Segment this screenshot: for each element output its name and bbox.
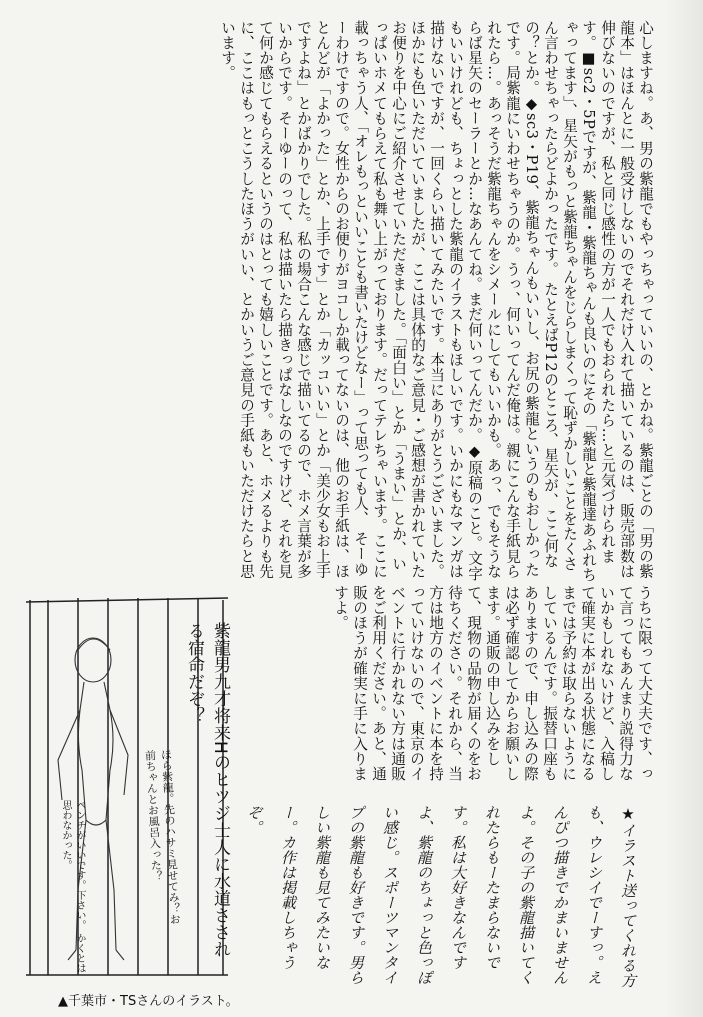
mail-order-notice-text: うちに限って大丈夫です、って言ってもあんまり説得力ないかもしれないけど、入稿して確実に本が出る状態になるまでは予約は取らないようにしているんです。振替口座もありますので、申し込みの際は必ず確認してからお願いします。通販の申し込みをして、現物の品物が届くのをお待ちください。それから、当方は地方のイベントに本を持っていけないので、東京のイベントに行かれない方は通販をご利用ください。あと、通販のほうが確実に手に入りますよ。 <box>332 585 653 782</box>
illustration-tail-note: ペンチがいいです。下さい。 かくとは思わなかった。 <box>60 800 85 974</box>
reader-illustration <box>18 590 238 980</box>
handwritten-notes: ★イラスト送ってくれる方も、ウレシイでーすっ。えんぴつ描きでかまいませんよ。その子の紫龍描いてくれたらもーたまらないです。私は大好きなんですよ、紫龍のちょっと色っぽい感じ。スポーツマンタイプの紫龍も好きです。男らしい紫龍も見てみたいなー。カ作は掲載しちゃうぞ。 <box>245 805 637 988</box>
illustration-small-text: ほら紫龍。先のハサミ見せてみ？お前ちゃんとお風呂入った？ <box>143 748 182 926</box>
illustration-heading-text: 紫龍男九才将来Hのヒツジ士人に水道さされる宿命だぞ？ <box>184 622 230 958</box>
illustration-caption: ▲千葉市・TSさんのイラスト。 <box>58 994 239 1009</box>
scan-edge-shadow <box>663 0 703 1017</box>
letter-column-text: 心しますね。あ、男の紫龍でもやっちゃっていいの、とかね。紫龍ごとの「男の紫龍本」はほんとに一般受けしないのでそれだけ入れて描いているのは、販売部数は伸びないのですが、私と同じ感性の方が一人でもおられたら…と元気づけられます。■sc2・5Pですが、紫龍・紫龍ちゃんも良いのにその「紫龍と紫龍達あふれちゃってます」、星矢がもっと紫龍ちゃんをじらしまくって恥ずかしいことをたくさん言わせちゃったらどよかったです。 たとえばP12のところ、星矢が、ここ何なの？とか。◆sc3・P19、紫龍ちゃんもいいし、お尻の紫龍というのもおしかったです。局紫龍にいわせちゃうのか。うっ、何いってんだ俺は。親にこんな手紙見られたら…。あっそうだ紫龍ちゃんをシメールにしてもいいかも。あっ、でもそうならば星矢のセーラーとか…なあんてね。まだ何いってんだか。◆原稿のこと。文字もいいけれども、ちょっとした紫龍のイラストもほしいです。いかにもなマンガは描けないですが、一回くらい描いてみたいです。本当にありがとうございました。ほかにも色いただいていましたが、ここは具体的なご意見・ご感想が書かれていたお便りを中心にご紹介させていただきました。「面白い」とか「うまい」とか、いっぱいホメてもらえて私も舞い上がっております。だってテレちゃいます。ここに載っちゃう人、「オレもっといいことも書いたけどなー」って思っても人、 そーゆーわけですので。女性からのお便りがヨコしか載ってないのは、他のお手紙は、ほとんどが「よかった」とか、上手です」とか「カッコいい」とか「美少女もお上手ですよね」とかばかりでした。私の場合こんな感じで描いてるので、ホメ言葉が多いからです。そーゆーのって、私は描いたら描きっぱなしなのですけど、それを見て何か感じてもらえるというのはとっても嬉しいことです。あと、ホメるよりも先に、ここはもっとこうしたほうがいい、とかいうご意見の手紙もいただけたらと思います。 <box>219 20 654 583</box>
